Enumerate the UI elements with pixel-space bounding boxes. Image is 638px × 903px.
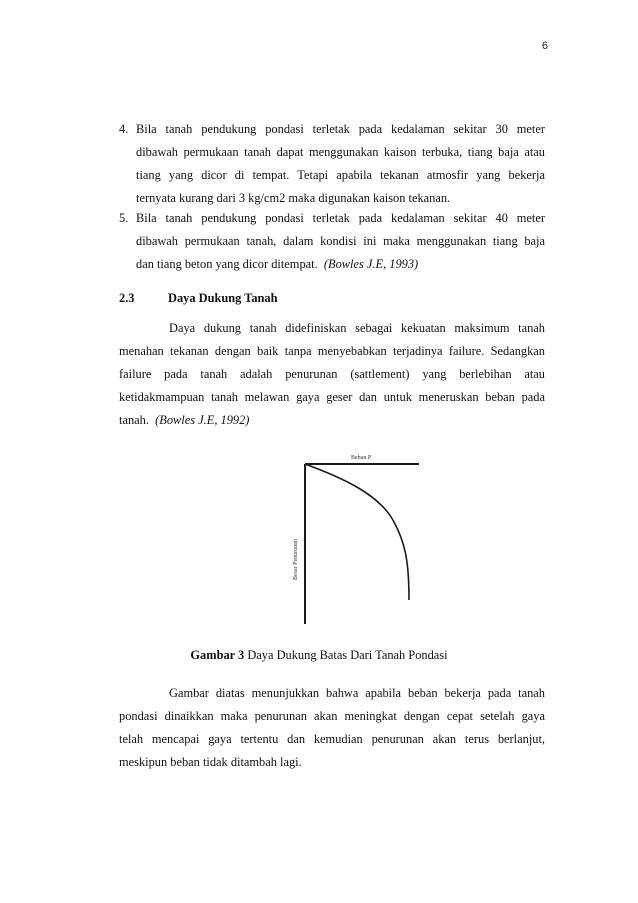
text-line: telah mencapai gaya tertentu dan kemudian penurunan akan terus berlanjut, — [119, 732, 545, 746]
text-fragment: tanah. — [119, 413, 149, 427]
citation: (Bowles J.E, 1993) — [323, 257, 419, 271]
section-title: Daya Dukung Tanah — [168, 291, 278, 305]
text-line: Daya dukung tanah didefiniskan sebagai kekuatan maksimum tanah — [169, 321, 545, 335]
load-settlement-curve — [305, 464, 409, 600]
text-line: failure pada tanah adalah penurunan (sattlement) yang berlebihan atau — [119, 367, 545, 381]
list-marker: 4. — [119, 122, 129, 136]
text-line: Bila tanah pendukung pondasi terletak pada kedalaman sekitar 30 meter — [136, 122, 545, 136]
list-marker: 5. — [119, 211, 129, 225]
text-line: Gambar diatas menunjukkan bahwa apabila beban bekerja pada tanah — [169, 686, 545, 700]
text-line: meskipun beban tidak ditambah lagi. — [119, 755, 302, 769]
text-line — [119, 409, 545, 432]
text-line: dibawah permukaan tanah, dalam kondisi ini maka menggunakan tiang baja — [136, 234, 545, 248]
text-line: dibawah permukaan tanah dapat menggunakan kaison terbuka, tiang baja atau — [136, 145, 545, 159]
list-item-4 — [119, 118, 545, 210]
caption-text: Daya Dukung Batas Dari Tanah Pondasi — [247, 648, 448, 662]
text-line — [119, 253, 545, 276]
text-line: tiang yang dicor di tempat. Tetapi apabila tekanan atmosfir yang bekerja — [136, 168, 545, 182]
text-line: ternyata kurang dari 3 kg/cm2 maka digunakan kaison tekanan. — [136, 191, 451, 205]
list-item-5 — [119, 207, 545, 276]
text-line: menahan tekanan dengan baik tanpa menyebabkan terjadinya failure. Sedangkan — [119, 344, 545, 358]
text-line: pondasi dinaikkan maka penurunan akan meningkat dengan cepat setelah gaya — [119, 709, 545, 723]
page-number: 6 — [541, 40, 548, 52]
section-number: 2.3 — [119, 291, 135, 305]
text-line: Bila tanah pendukung pondasi terletak pada kedalaman sekitar 40 meter — [136, 211, 545, 225]
figure-top-label: Beban P — [351, 455, 372, 461]
figure-caption — [0, 645, 638, 665]
citation: (Bowles J.E, 1992) — [155, 413, 250, 427]
figure-side-label: Besar Penurunan — [293, 539, 299, 580]
caption-label: Gambar 3 — [190, 648, 245, 662]
section-paragraph — [119, 317, 545, 432]
load-settlement-figure — [283, 448, 423, 628]
text-line: ketidakmampuan tanah melawan gaya geser dan untuk meneruskan beban pada — [119, 390, 545, 404]
closing-paragraph — [119, 682, 545, 774]
text-fragment: dan tiang beton yang dicor ditempat. — [136, 257, 318, 271]
